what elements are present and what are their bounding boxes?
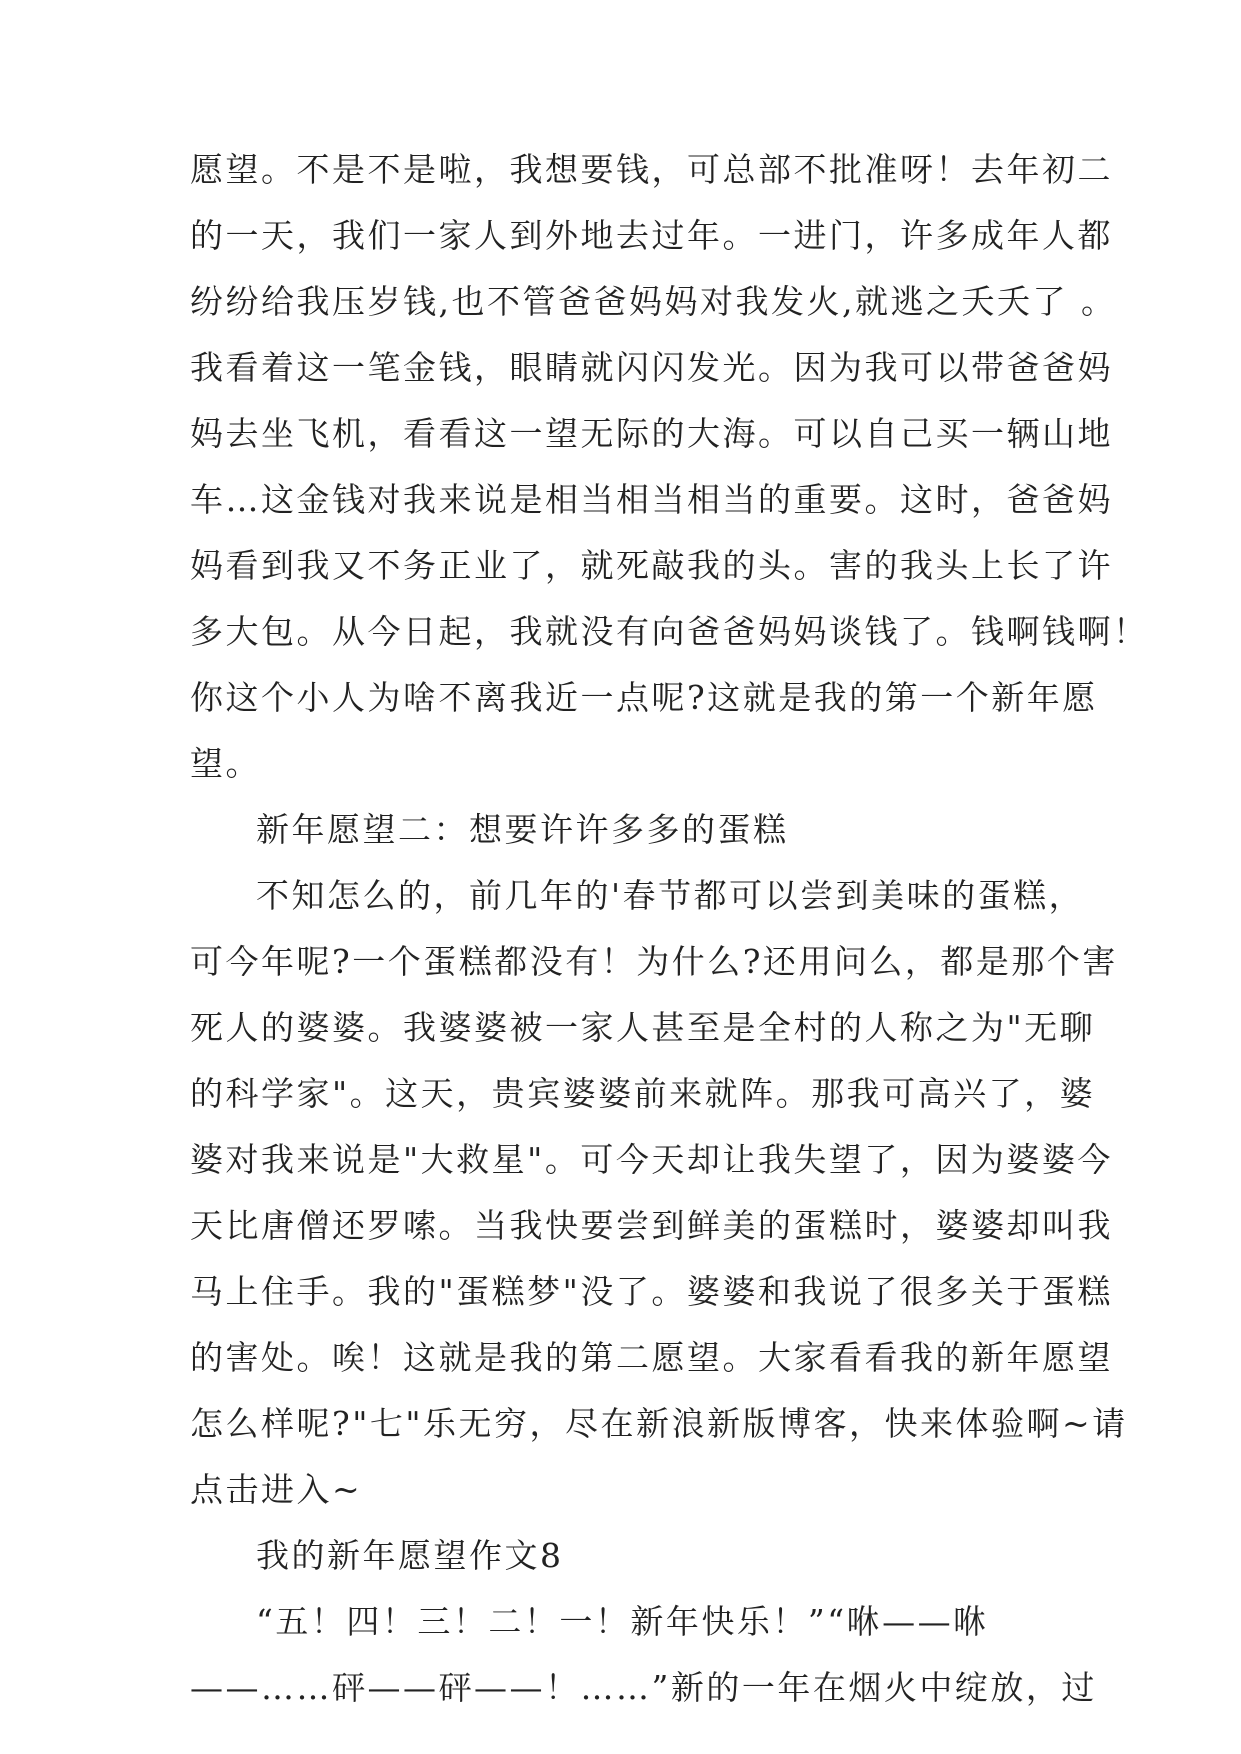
paragraph-line: 马上住手。我的"蛋糕梦"没了。婆婆和我说了很多关于蛋糕 xyxy=(190,1272,1113,1311)
paragraph-line: 妈看到我又不务正业了，就死敲我的头。害的我头上长了许 xyxy=(190,546,1113,585)
section-heading: 新年愿望二：想要许许多多的蛋糕 xyxy=(256,810,789,849)
paragraph-line: 的害处。唉！这就是我的第二愿望。大家看看我的新年愿望 xyxy=(190,1338,1113,1377)
paragraph-line: 多大包。从今日起，我就没有向爸爸妈妈谈钱了。钱啊钱啊！ xyxy=(190,612,1149,651)
section-heading: 我的新年愿望作文8 xyxy=(256,1536,564,1575)
paragraph-line: 你这个小人为啥不离我近一点呢?这就是我的第一个新年愿 xyxy=(190,678,1098,717)
paragraph-line: 愿望。不是不是啦，我想要钱，可总部不批准呀！去年初二 xyxy=(190,150,1113,189)
paragraph-line: 车…这金钱对我来说是相当相当相当的重要。这时，爸爸妈 xyxy=(190,480,1113,519)
paragraph-line: 望。 xyxy=(190,744,261,783)
paragraph-line: 不知怎么的，前几年的'春节都可以尝到美味的蛋糕， xyxy=(256,876,1085,915)
paragraph-line: 的科学家"。这天，贵宾婆婆前来就阵。那我可高兴了，婆 xyxy=(190,1074,1096,1113)
paragraph-line: 纷纷给我压岁钱,也不管爸爸妈妈对我发火,就逃之夭夭了 。 xyxy=(190,282,1117,321)
paragraph-line: 怎么样呢?"七"乐无穷，尽在新浪新版博客，快来体验啊~请 xyxy=(190,1404,1128,1443)
paragraph-line: 点击进入~ xyxy=(190,1470,363,1509)
paragraph-line: 婆对我来说是"大救星"。可今天却让我失望了，因为婆婆今 xyxy=(190,1140,1113,1179)
paragraph-line: 妈去坐飞机，看看这一望无际的大海。可以自己买一辆山地 xyxy=(190,414,1113,453)
paragraph-line: ——……砰——砰——！……”新的一年在烟火中绽放，过 xyxy=(190,1668,1097,1707)
paragraph-line: “五！四！三！二！一！新年快乐！”“咻——咻 xyxy=(256,1602,989,1641)
paragraph-line: 天比唐僧还罗嗦。当我快要尝到鲜美的蛋糕时，婆婆却叫我 xyxy=(190,1206,1113,1245)
paragraph-line: 可今年呢?一个蛋糕都没有！为什么?还用问么，都是那个害 xyxy=(190,942,1118,981)
paragraph-line: 死人的婆婆。我婆婆被一家人甚至是全村的人称之为"无聊 xyxy=(190,1008,1096,1047)
paragraph-line: 的一天，我们一家人到外地去过年。一进门，许多成年人都 xyxy=(190,216,1113,255)
paragraph-line: 我看着这一笔金钱，眼睛就闪闪发光。因为我可以带爸爸妈 xyxy=(190,348,1113,387)
